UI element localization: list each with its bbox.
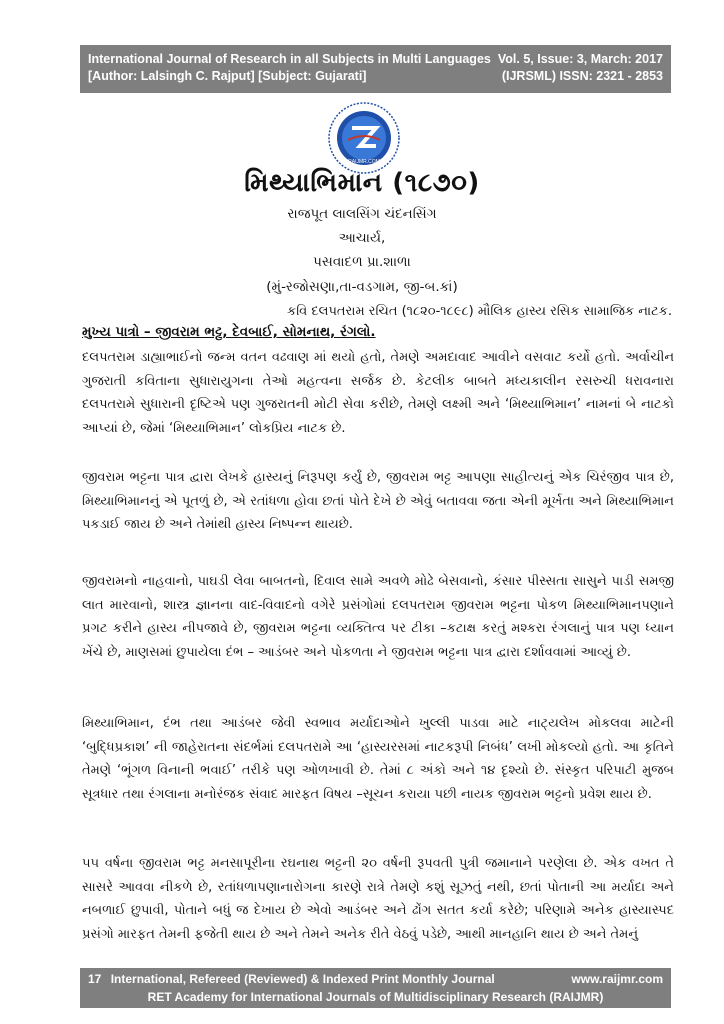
paragraph: ૫૫ વર્ષના જીવરામ ભટ્ટ મનસાપૂરીના રઘનાથ ભટ્ટની ૨૦ વર્ષની રૂપવતી પુત્રી જમાનાને પરણેલા છે. એક વખત તે સાસરે આવવા નીકળે છે, રતાંધળાપણાનારોગના કારણે રાત્રે તેમણે કશું સૂઝતું નથી, છતાં પોતાની આ મર્યાદા અને નબળાઈ છુપાવી, પોતાને બધું જ દેખાય છે એવો આડંબર અને ઢોંગ સતત કર્યા કરેછે; પરિણામે અનેક હાસ્યાસ્પદ પ્રસંગો મારફત તેમની ફજેતી થાય છે અને તેમને અનેક રીતે વેઠવું પડેછે, આથી માનહાનિ થાય છે અને તેમનું xyxy=(82,856,674,942)
footer-journal-type: International, Refereed (Reviewed) & Indexed Print Monthly Journal xyxy=(110,972,495,986)
issn: (IJRSML) ISSN: 2321 - 2853 xyxy=(501,69,663,83)
logo-text: RAIJMR.COM xyxy=(348,159,380,165)
main-characters: મુખ્ય પાત્રો – જીવરામ ભટ્ટ, દેવબાઈ, સોમનાથ, રંગલો. xyxy=(82,324,376,340)
play-subtitle: કવિ દલપતરામ રચિત (૧૮૨૦-૧૮૯૮) મૌલિક હાસ્ય રસિક સામાજિક નાટક. xyxy=(287,304,672,319)
journal-footer xyxy=(80,968,671,1008)
footer-publisher: RET Academy for International Journals of Multidisciplinary Research (RAIJMR) xyxy=(147,990,604,1004)
header-right xyxy=(498,51,663,85)
author-address: (મું-રજોસણા,તા-વડગામ, જી-બ.કાં) xyxy=(266,279,458,295)
website-link[interactable]: www.raijmr.com xyxy=(571,972,663,986)
author-subject: [Author: Lalsingh C. Rajput] [Subject: Gujarati] xyxy=(88,69,367,83)
paragraph: મિથ્યાભિમાન, દંભ તથા આડંબર જેવી સ્વભાવ મર્યાદાઓને ખુલ્લી પાડવા માટે નાટ્યલેખ મોકલવા માટેની ‘બુદ્ધિપ્રકાશ’ ની જાહેરાતના સંદર્ભમાં દલપતરામે આ ‘હાસ્યરસમાં નાટકરૂપી નિબંધ’ લખી મોકલ્યો હતો. આ કૃતિને તેમણે ‘ભૂંગળ વિનાની ભવાઈ’ તરીકે પણ ઓળખાવી છે. તેમાં ૮ અંકો અને ૧૪ દૃશ્યો છે. સંસ્કૃત પરિપાટી મુજબ સૂત્રધાર તથા રંગલાના મનોરંજક સંવાદ મારફત વિષય –સૂચન કરાયા પછી નાયક જીવરામ ભટ્ટનો પ્રવેશ થાય છે. xyxy=(82,716,674,802)
author-name: રાજપૂત લાલસિંગ ચંદનસિંગ xyxy=(287,206,437,222)
paragraph: જીવરામનો નાહવાનો, પાઘડી લેવા બાબતનો, દિવાલ સામે અવળે મોઢે બેસવાનો, કંસાર પીસ્સતા સાસુને પાડી સમજી લાત મારવાનો, શાસ્ત્ર જ્ઞાનના વાદ-વિવાદનો વગેરે પ્રસંગોમાં દલપતરામ જીવરામ ભટ્ટના પોકળ મિથ્યાભિમાનપણાને પ્રગટ કરીને હાસ્ય નીપજાવે છે, જીવરામ ભટ્ટના વ્યક્તિત્વ પર ટીકા –કટાક્ષ કરતું મશ્કરા રંગલાનું પાત્ર પણ ધ્યાન ખેંચે છે, માણસમાં છુપાયેલા દંભ – આડંબર અને પોકળતા ને જીવરામ ભટ્ટના પાત્ર દ્વારા દર્શાવવામાં આવ્યું છે. xyxy=(82,574,674,660)
article-title: મિથ્યાભિમાન (૧૮૭૦) xyxy=(244,168,480,198)
volume-issue: Vol. 5, Issue: 3, March: 2017 xyxy=(497,52,663,66)
footer-row-1 xyxy=(88,972,663,986)
paragraph: દલપતરામ ડાહ્યાભાઈનો જન્મ વતન વઢવાણ માં થયો હતો, તેમણે અમદાવાદ આવીને વસવાટ કર્યો હતો. અર્વાચીન ગુજરાતી કવિતાના સુધારાયુગના તેઓ મહત્વના સર્જક છે. કેટલીક બાબતે મધ્યકાલીન રસરુચી ધરાવનારા દલપતરામે સુધારાની દૃષ્ટિએ પણ ગુજરાતની મોટી સેવા કરીછે, તેમણે લક્ષ્મી અને ‘મિથ્યાભિમાન’ નામનાં બે નાટકો આપ્યાં છે, જેમાં ‘મિથ્યાભિમાન’ લોકપ્રિય નાટક છે. xyxy=(82,350,674,436)
author-school: પસવાદળ પ્રા.શાળા xyxy=(313,254,411,270)
paragraph: જીવરામ ભટ્ટના પાત્ર દ્વારા લેખકે હાસ્યનું નિરૂપણ કર્યું છે, જીવરામ ભટ્ટ આપણા સાહીત્યનું એક ચિરંજીવ પાત્ર છે, મિથ્યાભિમાનનું એ પૂતળું છે, એ રતાંધળા હોવા છતાં પોતે દેખે છે એવું બતાવવા જતા એની મૂર્ખતા અને મિથ્યાભિમાન પકડાઈ જાય છે અને તેમાંથી હાસ્ય નિષ્પન્ન થાયછે. xyxy=(82,470,674,532)
page-number: 17 xyxy=(88,972,102,986)
journal-name: International Journal of Research in all Subjects in Multi Languages xyxy=(88,52,491,66)
header-left xyxy=(88,51,491,85)
author-designation: આચાર્ય, xyxy=(338,230,386,246)
journal-header xyxy=(80,45,671,93)
raijmr-globe-logo-icon xyxy=(326,100,402,176)
